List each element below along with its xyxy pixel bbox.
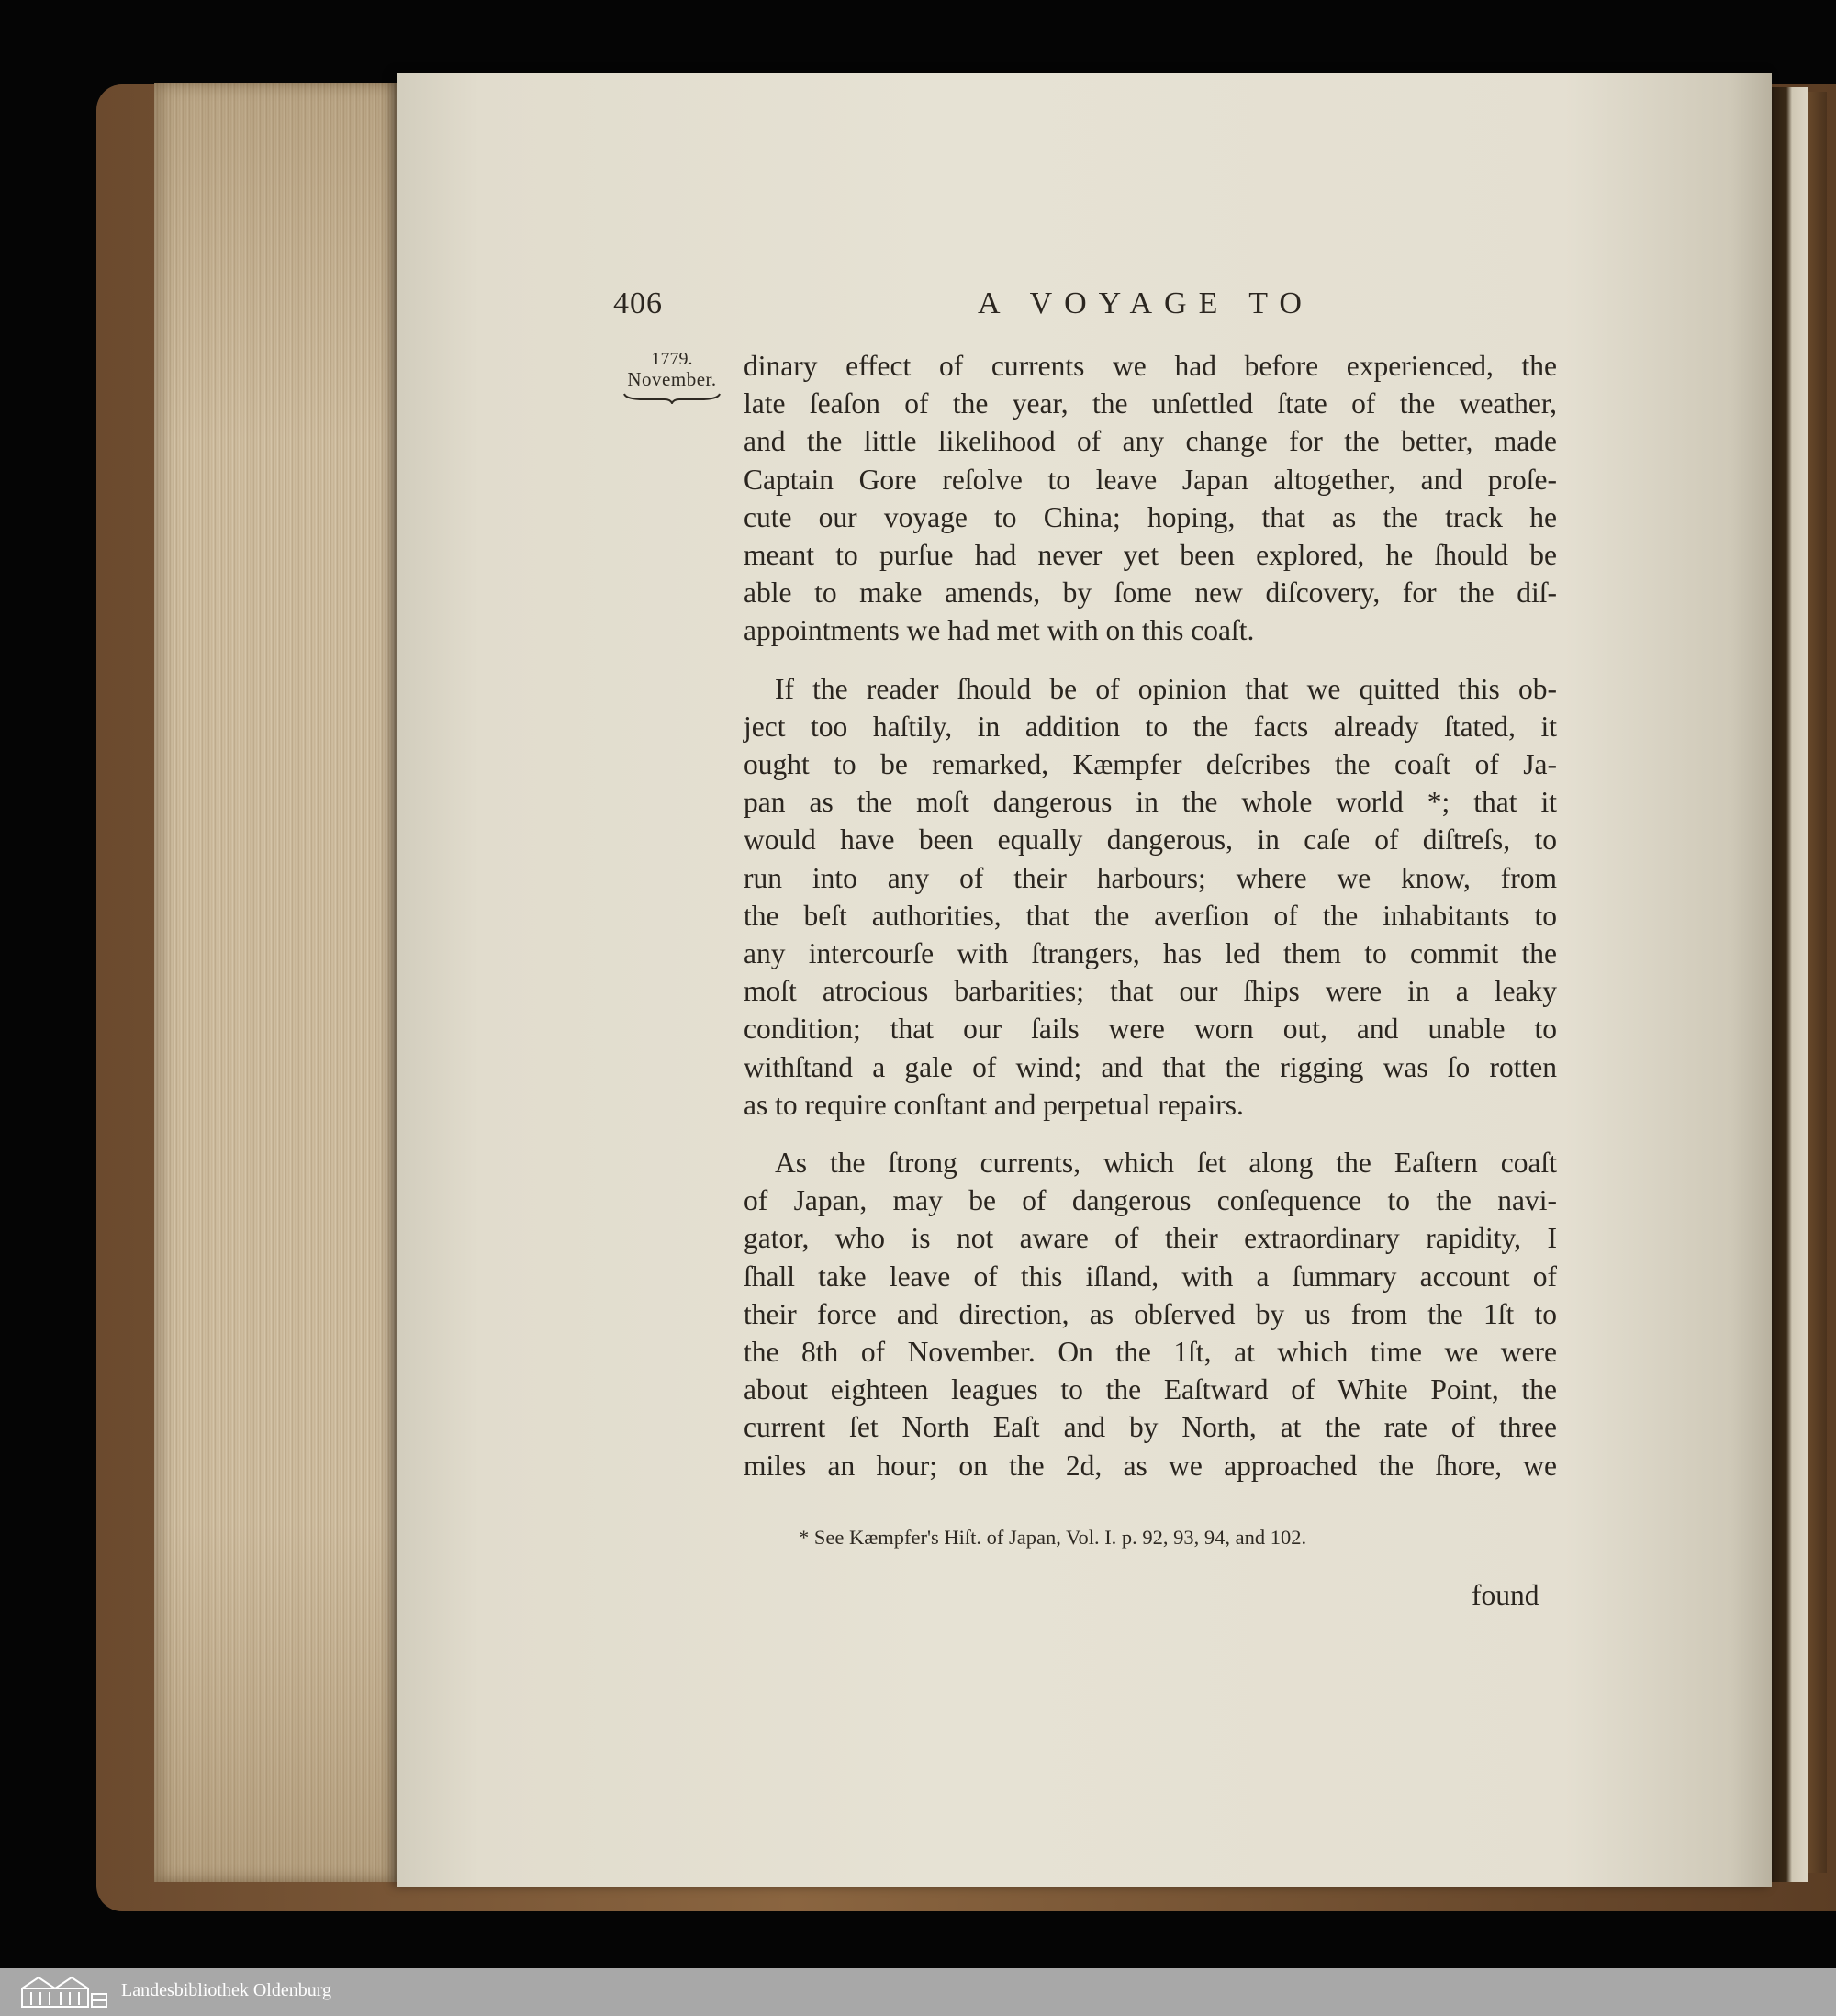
page-stack xyxy=(154,83,402,1882)
body-line: late ſeaſon of the year, the unſettled ſtate of the weather, xyxy=(744,387,1557,420)
body-line: as to require conſtant and perpetual repairs. xyxy=(744,1088,1244,1121)
body-line: Captain Gore reſolve to leave Japan altogether, and proſe- xyxy=(744,463,1557,496)
running-title: A VOYAGE TO xyxy=(978,286,1314,320)
catchword: found xyxy=(1472,1579,1539,1611)
margin-year: 1779. xyxy=(651,349,693,369)
body-line: the beſt authorities, that the averſion of the inhabitants to xyxy=(744,899,1557,932)
body-line: able to make amends, by ſome new diſcovery, for the diſ- xyxy=(744,577,1557,610)
body-line: withſtand a gale of wind; and that the rigging was ſo rotten xyxy=(744,1050,1557,1083)
body-line: miles an hour; on the 2d, as we approached the ſhore, we xyxy=(744,1449,1557,1482)
footer-bar xyxy=(0,1968,1836,2016)
body-line: pan as the moſt dangerous in the whole world *; that it xyxy=(744,786,1557,819)
margin-month: November. xyxy=(627,368,717,390)
right-cover-edge xyxy=(1807,92,1827,1873)
body-text xyxy=(744,347,1557,1484)
body-line: ſhall take leave of this iſland, with a ſummary account of xyxy=(744,1260,1557,1293)
body-line: ject too haſtily, in addition to the facts already ſtated, it xyxy=(744,710,1557,743)
facing-page-sliver xyxy=(1772,87,1808,1882)
library-building-icon xyxy=(18,1974,110,2010)
body-line: moſt atrocious barbarities; that our ſhips were in a leaky xyxy=(744,975,1557,1008)
body-line: ought to be remarked, Kæmpfer deſcribes the coaſt of Ja- xyxy=(744,748,1557,781)
body-line: of Japan, may be of dangerous conſequence to the navi- xyxy=(744,1184,1557,1217)
running-head xyxy=(397,286,1772,332)
body-line: the 8th of November. On the 1ſt, at which time we were xyxy=(744,1336,1557,1369)
body-line: and the little likelihood of any change for the better, made xyxy=(744,425,1557,458)
margin-brace-icon xyxy=(617,391,727,404)
body-line: would have been equally dangerous, in caſe of diſtreſs, to xyxy=(744,823,1557,857)
body-line: gator, who is not aware of their extraordinary rapidity, I xyxy=(744,1222,1557,1255)
body-line: cute our voyage to China; hoping, that as the track he xyxy=(744,500,1557,533)
body-line: current ſet North Eaſt and by North, at the rate of three xyxy=(744,1411,1557,1444)
body-line: meant to purſue had never yet been explored, he ſhould be xyxy=(744,539,1557,572)
body-line: about eighteen leagues to the Eaſtward of White Point, the xyxy=(744,1373,1557,1406)
body-line: dinary effect of currents we had before experienced, the xyxy=(744,350,1557,382)
footnote: * See Kæmpfer's Hiſt. of Japan, Vol. I. p. 92, 93, 94, and 102. xyxy=(799,1526,1307,1549)
body-line: their force and direction, as obſerved by us from the 1ſt to xyxy=(744,1297,1557,1330)
body-line: If the reader ſhould be of opinion that we quitted this ob- xyxy=(775,672,1557,705)
body-line: As the ſtrong currents, which ſet along the Eaſtern coaſt xyxy=(775,1147,1557,1180)
body-line: appointments we had met with on this coaſt. xyxy=(744,614,1255,647)
margin-note xyxy=(617,349,727,404)
body-line: run into any of their harbours; where we know, from xyxy=(744,861,1557,894)
body-line: any intercourſe with ſtrangers, has led them to commit the xyxy=(744,937,1557,970)
library-name: Landesbibliothek Oldenburg xyxy=(121,1980,332,2000)
body-line: condition; that our ſails were worn out, and unable to xyxy=(744,1013,1557,1046)
page-number: 406 xyxy=(613,286,663,320)
